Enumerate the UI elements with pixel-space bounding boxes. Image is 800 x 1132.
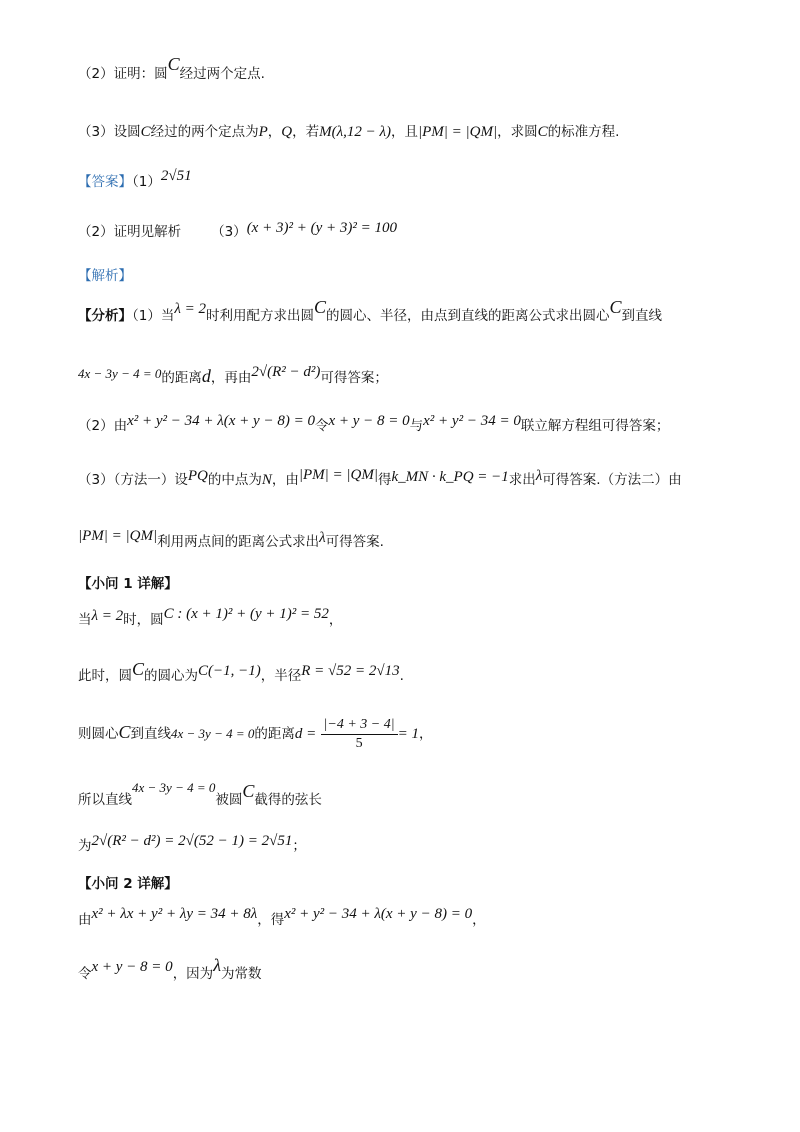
sub1-line-2: 此时，圆C的圆心为C(−1, −1)，半径R = √52 = 2√13. xyxy=(78,659,404,684)
sub1-line-4: 所以直线4x − 3y − 4 = 0被圆C截得的弦长 xyxy=(78,780,322,808)
sub1-line-1: 当λ = 2时，圆C : (x + 1)² + (y + 1)² = 52， xyxy=(78,606,343,628)
question-2: （2）证明：圆C经过两个定点. xyxy=(78,54,265,82)
sub1-line-3: 则圆心C到直线4x − 3y − 4 = 0的距离d = $\frac{|-4 + 3 - 4|}{5}$ = 1， xyxy=(78,716,433,751)
distance-fraction: $\frac{|-4 + 3 - 4|}{5}$ xyxy=(321,716,398,753)
analysis-line-4: （3）（方法一）设PQ的中点为N，由|PM| = |QM|得k_MN · k_PQ = −1求出λ可得答案.（方法二）由 xyxy=(78,467,682,488)
sub1-line-5: 为2√(R² − d²) = 2√(52 − 1) = 2√51； xyxy=(78,833,306,854)
sub1-title: 【小问 1 详解】 xyxy=(78,576,178,592)
question-3: （3）设圆C经过的两个定点为P，Q，若M(λ,12 − λ)，且|PM| = |QM|，求圆C的标准方程. xyxy=(78,124,620,140)
analysis-line-2: 4x − 3y − 4 = 0的距离d，再由2√(R² − d²)可得答案； xyxy=(78,364,388,386)
analysis-line-5: |PM| = |QM|利用两点间的距离公式求出λ可得答案. xyxy=(78,528,384,550)
analysis-line-3: （2）由x² + y² − 34 + λ(x + y − 8) = 0令x + y − 8 = 0与x² + y² − 34 = 0联立解方程组可得答案； xyxy=(78,413,670,434)
sub2-line-1: 由x² + λx + y² + λy = 34 + 8λ，得x² + y² − 34 + λ(x + y − 8) = 0， xyxy=(78,906,486,928)
sub2-title: 【小问 2 详解】 xyxy=(78,876,178,892)
analysis-tag: 【解析】 xyxy=(78,268,132,284)
analysis-line-1: 【分析】（1）当λ = 2时利用配方求出圆C的圆心、半径，由点到直线的距离公式求出圆心C到直线 xyxy=(78,297,662,324)
answer-line-2: （2）证明见解析 （3）(x + 3)² + (y + 3)² = 100 xyxy=(78,220,397,240)
answer-line-1: 【答案】（1）2√51 xyxy=(78,168,192,190)
sub2-line-2: 令x + y − 8 = 0，因为λ为常数 xyxy=(78,955,262,982)
